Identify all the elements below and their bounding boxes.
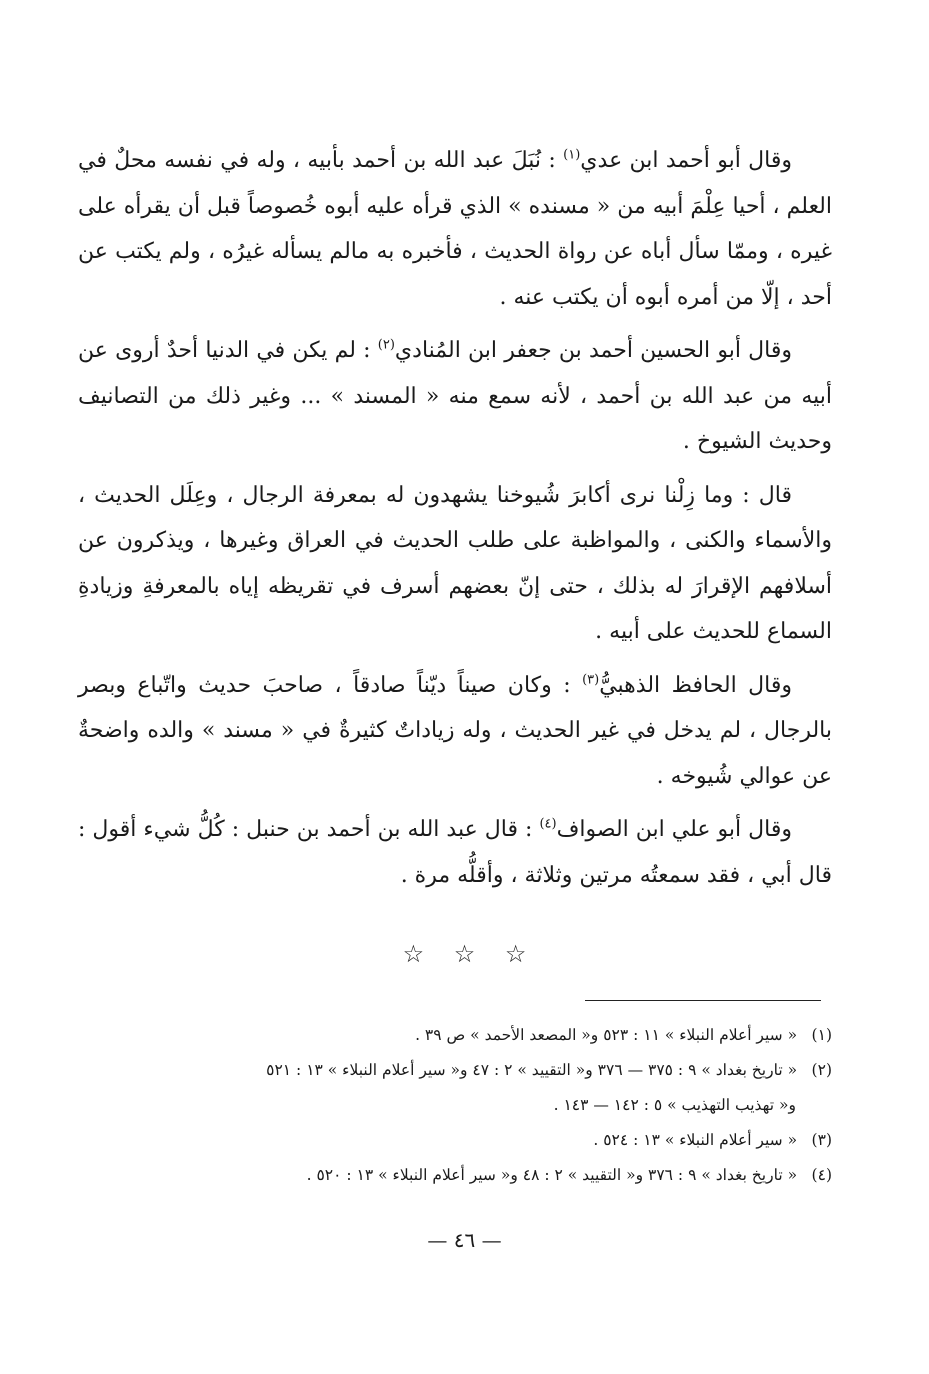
paragraph-ibn-almunadi [78, 328, 832, 465]
footnote-number: (٣) [811, 1131, 832, 1149]
paragraph-text-cont: : قال عبد الله بن أحمد بن حنبل : كُلُّ شيء أقول : قال أبي ، فقد سمعتُه مرتين وثلاثة ، وأقلُّه مرة . [78, 817, 832, 888]
footnote-4 [78, 1158, 832, 1193]
footnote-text: « سير أعلام النبلاء » ١١ : ٥٢٣ و« المصعد الأحمد » ص ٣٩ . [415, 1026, 798, 1044]
footnote-text: « سير أعلام النبلاء » ١٣ : ٥٢٤ . [593, 1131, 798, 1149]
footnote-ref-4: (٤) [539, 816, 557, 832]
footnote-ref-2: (٢) [377, 337, 395, 353]
footnote-number: (٤) [811, 1166, 832, 1184]
page-number: — ٤٦ — [427, 1228, 502, 1252]
footnote-text: « تاريخ بغداد » ٩ : ٣٧٥ — ٣٧٦ و« التقييد » ٢ : ٤٧ و« سير أعلام النبلاء » ١٣ : ٥٢١ [266, 1061, 798, 1079]
paragraph-text: وقال الحافظ الذهبيُّ [599, 672, 792, 698]
footnote-2-continuation: و« تهذيب التهذيب » ٥ : ١٤٢ — ١٤٣ . [553, 1096, 796, 1114]
paragraph-text: وقال أبو الحسين أحمد بن جعفر ابن المُنادي [394, 338, 792, 363]
footnote-divider [585, 1000, 821, 1001]
paragraph-text-cont: : وكان صيناً ديّناً صادقاً ، صاحبَ حديث واتّباع وبصر بالرجال ، لم يدخل في غير الحديث ، وله زياداتٌ كثيرةٌ في « مسند » والده واضحةٌ عن عوالي شُيوخه . [78, 672, 832, 789]
footnote-2 [78, 1053, 832, 1088]
footnote-1 [78, 1018, 832, 1053]
paragraph-text-cont: : نُبَلَ عبد الله بن أحمد بأبيه ، وله في نفسه محلٌ في العلم ، أحيا عِلْمَ أبيه من « مسنده » الذي قرأه عليه أبوه خُصوصاً قبل أن يقرأه على غيره ، وممّا سأل أباه عن رواة الحديث ، فأخبره به مالم يسأله غيرُه ، ولم يكتب عن أحد ، إلّا من أمره أبوه أن يكتب عنه . [78, 148, 832, 310]
paragraph-shuyukh [78, 473, 832, 655]
footnote-ref-1: (١) [563, 147, 581, 163]
footnotes [78, 1018, 832, 1193]
paragraph-dhahabi [78, 663, 832, 800]
paragraph-text: قال : وما زِلْنا نرى أكابرَ شُيوخنا يشهدون له بمعرفة الرجال ، وعِلَل الحديث ، والأسماء والكنى ، والمواظبة على طلب الحديث في العراق وغيرها ، ويذكرون عن أسلافهم الإقرارَ له بذلك ، حتى إنّ بعضهم أسرف في تقريظه إياه بالمعرفةِ وزيادةِ السماع للحديث على أبيه . [78, 482, 832, 644]
paragraph-text: وقال أبو أحمد ابن عدي [580, 148, 793, 173]
footnote-3 [78, 1123, 832, 1158]
footnote-number: (١) [811, 1026, 832, 1044]
paragraph-ibn-alsawwaf [78, 807, 832, 898]
footnote-number: (٢) [811, 1061, 832, 1079]
footnote-ref-3: (٣) [582, 672, 600, 688]
paragraph-text-cont: : لم يكن في الدنيا أحدٌ أروى عن أبيه من عبد الله بن أحمد ، لأنه سمع منه « المسند » ... وغير ذلك من التصانيف وحديث الشيوخ . [78, 338, 832, 454]
paragraph-ibn-adi [78, 138, 832, 320]
paragraph-text: وقال أبو علي ابن الصواف [556, 817, 793, 842]
star-separator: ☆ ☆ ☆ [402, 940, 527, 968]
main-text [78, 138, 832, 906]
footnote-text: « تاريخ بغداد » ٩ : ٣٧٦ و« التقييد » ٢ : ٤٨ و« سير أعلام النبلاء » ١٣ : ٥٢٠ . [306, 1166, 798, 1184]
